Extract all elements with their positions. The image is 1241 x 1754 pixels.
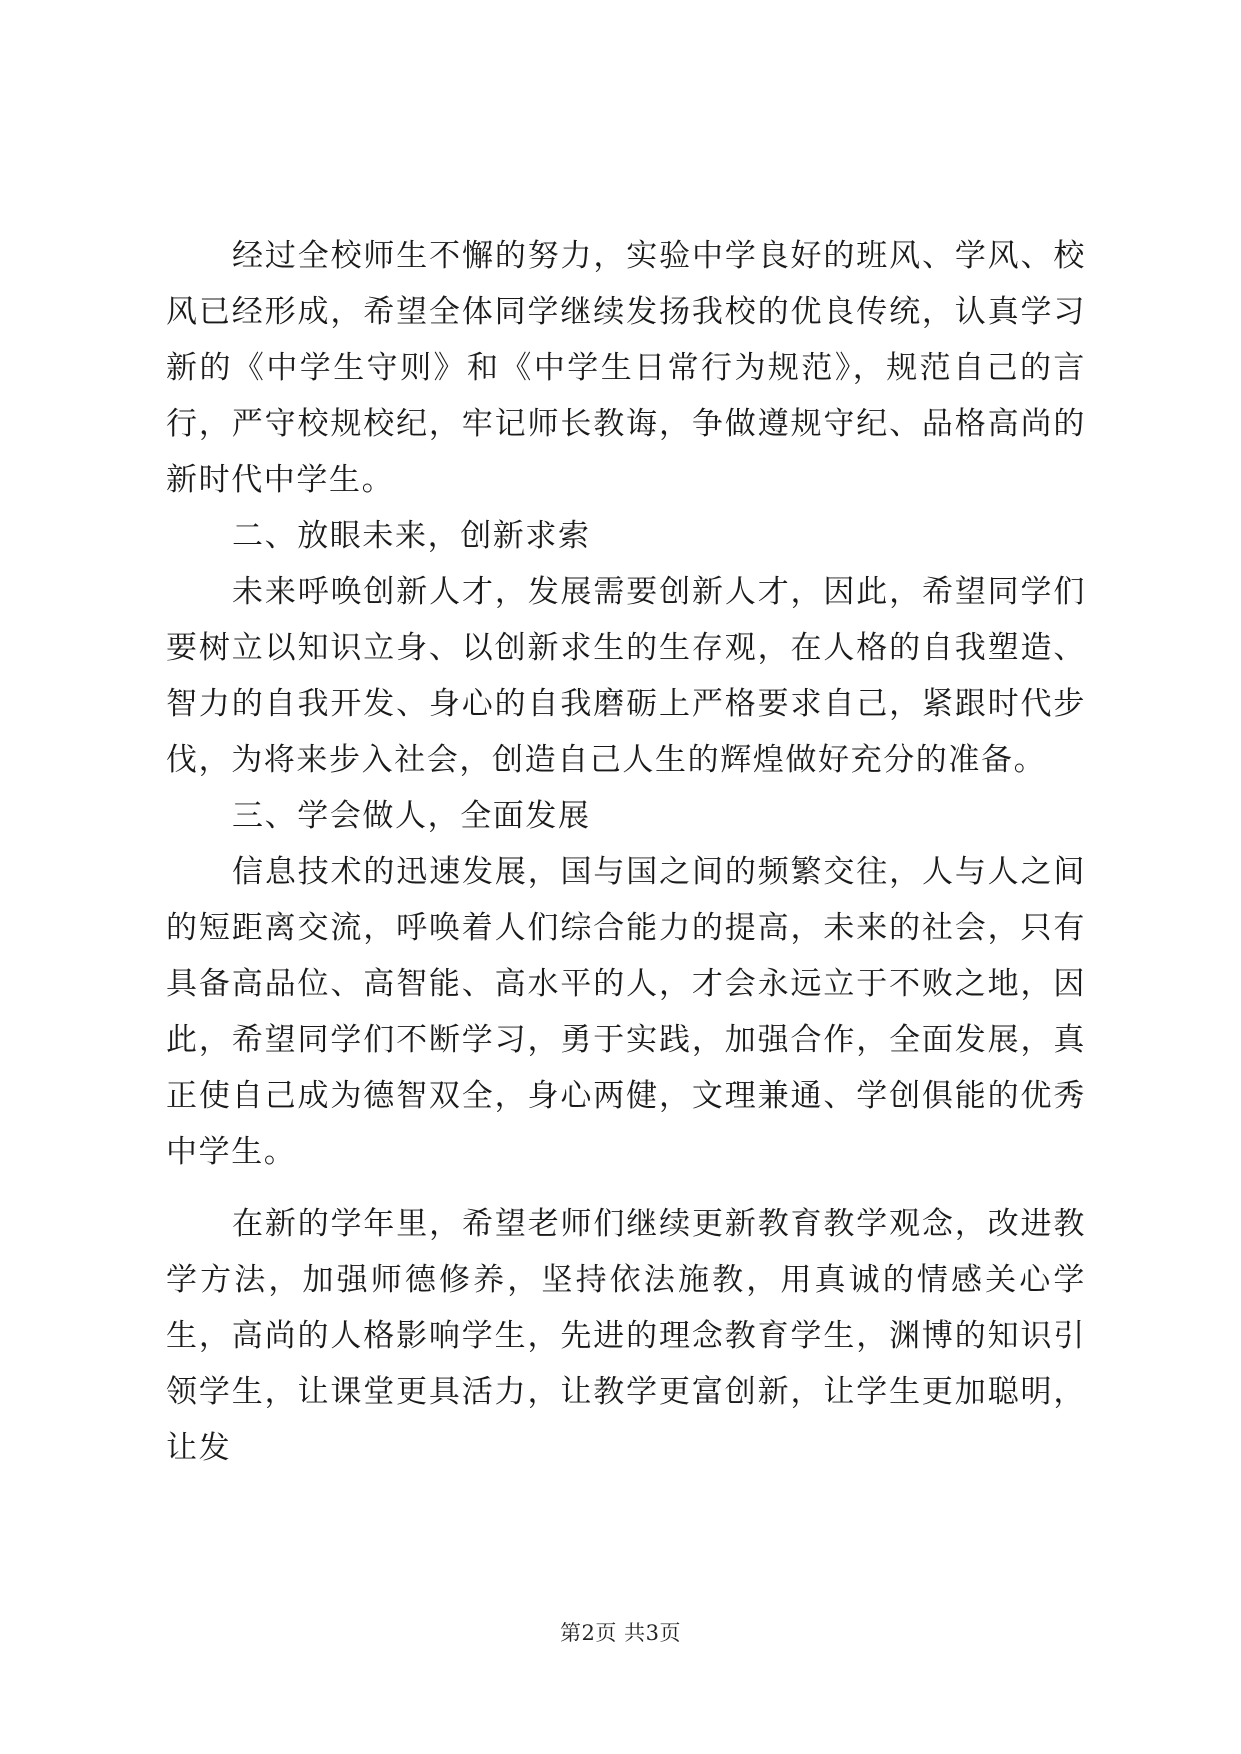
section-heading-3: 三、学会做人，全面发展 <box>232 798 591 834</box>
paragraph-spacer <box>166 1180 1086 1196</box>
paragraph-teachers: 在新的学年里，希望老师们继续更新教育教学观念，改进教学方法，加强师德修养，坚持依法施教，用真诚的情感关心学生，高尚的人格影响学生，先进的理念教育学生，渊博的知识引领学生，让课堂更具活力，让教学更富创新，让学生更加聪明，让发 <box>166 1206 1086 1466</box>
page-number-footer: 第2页 共3页 <box>560 1621 681 1645</box>
paragraph-school-spirit: 经过全校师生不懈的努力，实验中学良好的班风、学风、校风已经形成，希望全体同学继续发扬我校的优良传统，认真学习新的《中学生守则》和《中学生日常行为规范》，规范自己的言行，严守校规校纪，牢记师长教诲，争做遵规守纪、品格高尚的新时代中学生。 <box>166 238 1086 498</box>
document-body <box>166 228 1086 1476</box>
paragraph-all-round-development: 信息技术的迅速发展，国与国之间的频繁交往，人与人之间的短距离交流，呼唤着人们综合能力的提高，未来的社会，只有具备高品位、高智能、高水平的人，才会永远立于不败之地，因此，希望同学们不断学习，勇于实践，加强合作，全面发展，真正使自己成为德智双全，身心两健，文理兼通、学创俱能的优秀中学生。 <box>166 854 1086 1170</box>
section-heading-2: 二、放眼未来，创新求索 <box>232 518 591 554</box>
paragraph-innovation: 未来呼唤创新人才，发展需要创新人才，因此，希望同学们要树立以知识立身、以创新求生的生存观，在人格的自我塑造、智力的自我开发、身心的自我磨砺上严格要求自己，紧跟时代步伐，为将来步入社会，创造自己人生的辉煌做好充分的准备。 <box>166 574 1086 778</box>
